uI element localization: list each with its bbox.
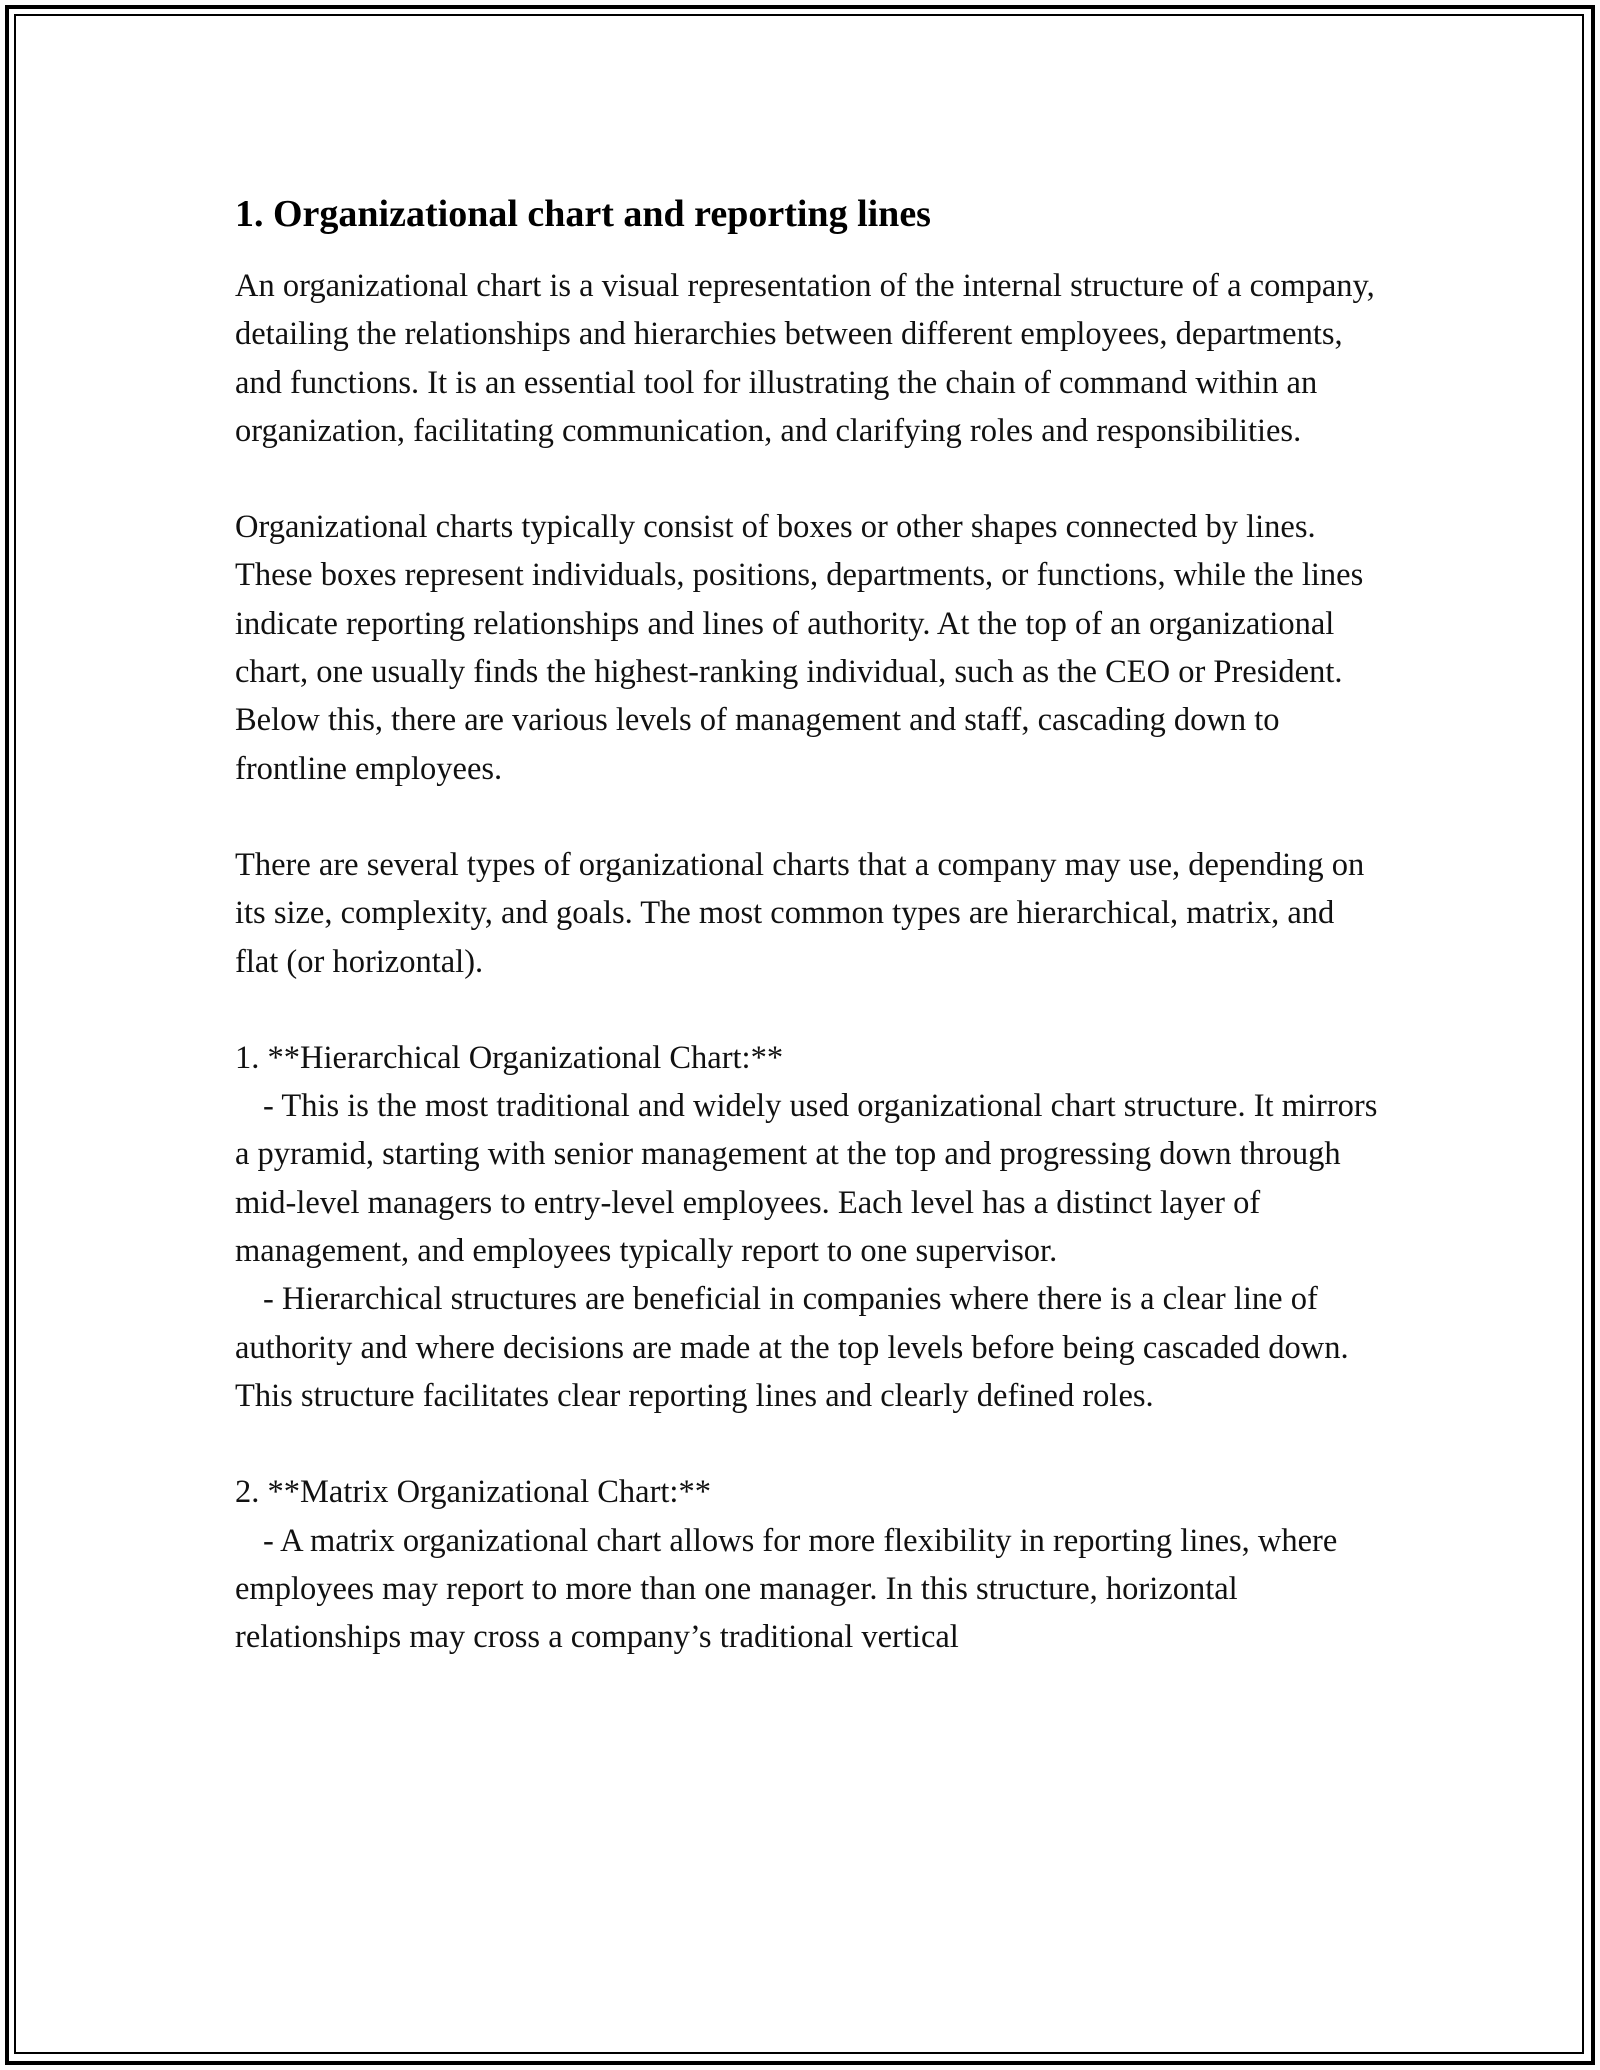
paragraph-chart-types: There are several types of organizational charts that a company may use, depending on its size, complexity, and goals. The most common types are hierarchical, matrix, and flat (or horizontal). [235,846,1365,980]
list-item-bullet: - A matrix organizational chart allows for more flexibility in reporting lines, where employees may report to more than one manager. In this structure, horizontal relationships may cross a company’s traditional vertical [235,1522,1338,1656]
list-item-hierarchical [235,1034,1385,1420]
list-item-matrix [235,1468,1385,1661]
document-body [235,188,1385,1709]
list-item-bullet: - Hierarchical structures are beneficial in companies where there is a clear line of authority and where decisions are made at the top levels before being cascaded down. This structure facilitates clear reporting lines and clearly defined roles. [235,1281,1349,1414]
list-item-title: 1. **Hierarchical Organizational Chart:** [235,1039,784,1076]
section-heading: 1. Organizational chart and reporting lines [235,193,931,235]
paragraph-intro: An organizational chart is a visual representation of the internal structure of a company, detailing the relationships and hierarchies between different employees, departments, and functions. It is an essential tool for illustrating the chain of command within an organization, facilitating communication, and clarifying roles and responsibilities. [235,268,1375,449]
list-item-bullet: - This is the most traditional and widely used organizational chart structure. It mirrors a pyramid, starting with senior management at the top and progressing down through mid-level managers to entry-level employees. Each level has a distinct layer of management, and employees typically report to one supervisor. [235,1088,1378,1270]
list-item-title: 2. **Matrix Organizational Chart:** [235,1474,711,1511]
paragraph-chart-elements: Organizational charts typically consist of boxes or other shapes connected by lines. These boxes represent individuals, positions, departments, or functions, while the lines indicate reporting relationships and lines of authority. At the top of an organizational chart, one usually finds the highest-ranking individual, such as the CEO or President. Below this, there are various levels of management and staff, cascading down to frontline employees. [235,509,1364,787]
